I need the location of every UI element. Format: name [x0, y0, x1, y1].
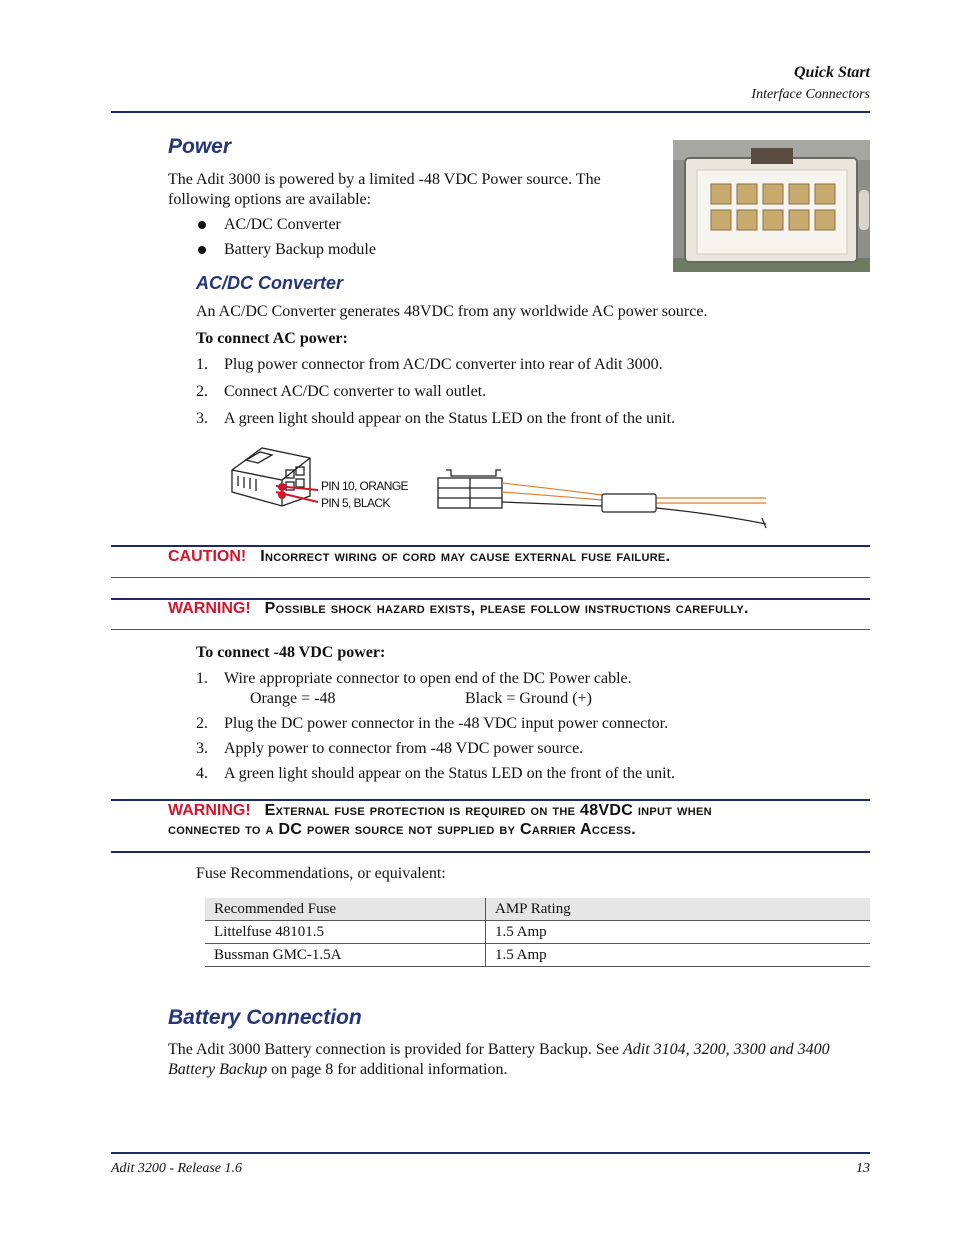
battery-heading: Battery Connection	[168, 1006, 362, 1029]
table-cell: Littelfuse 48101.5	[205, 921, 486, 944]
bullet-icon	[198, 221, 206, 229]
table-cell: Bussman GMC-1.5A	[205, 944, 486, 967]
header-cell-fuse: Recommended Fuse	[205, 898, 486, 921]
option-item	[224, 216, 341, 234]
ac-step	[196, 382, 487, 402]
wire-black: Black = Ground (+)	[465, 690, 592, 707]
ac-step	[196, 409, 676, 429]
battery-text-end: on page 8 for additional information.	[267, 1061, 508, 1078]
step-number: 2.	[196, 383, 208, 400]
ac-steps-title: To connect AC power:	[196, 330, 348, 347]
dc-step	[196, 714, 669, 734]
option-label: AC/DC Converter	[224, 216, 341, 233]
pin-label-orange: PIN 10, ORANGE	[321, 479, 408, 493]
page-number: 13	[856, 1161, 870, 1176]
dc-step	[196, 669, 632, 689]
pin-label-black: PIN 5, BLACK	[321, 496, 390, 510]
option-label: Battery Backup module	[224, 241, 376, 258]
footer-rule	[111, 1152, 870, 1154]
step-number: 1.	[196, 670, 208, 687]
acdc-heading: AC/DC Converter	[196, 273, 344, 293]
dc-step	[196, 764, 676, 784]
power-intro-line2: following options are available:	[168, 191, 372, 208]
power-intro	[168, 170, 601, 210]
step-number: 1.	[196, 356, 208, 373]
warning2-text-line2: connected to a DC power source not supplied by Carrier Access.	[168, 821, 637, 838]
fuse-table	[205, 898, 870, 967]
dc-steps-title: To connect -48 VDC power:	[196, 644, 386, 661]
footer-doc-title: Adit 3200 - Release 1.6	[111, 1161, 243, 1176]
acdc-description: An AC/DC Converter generates 48VDC from any worldwide AC power source.	[196, 303, 708, 320]
battery-paragraph	[168, 1040, 873, 1080]
table-cell: 1.5 Amp	[486, 921, 871, 944]
warning2-notice	[168, 802, 712, 839]
step-number: 3.	[196, 740, 208, 757]
step-text: A green light should appear on the Status LED on the front of the unit.	[224, 410, 676, 427]
caution-keyword: CAUTION!	[168, 548, 247, 565]
step-text: Plug power connector from AC/DC converter into rear of Adit 3000.	[224, 356, 663, 373]
table-row	[205, 921, 870, 944]
warning1-notice	[168, 600, 749, 618]
caution-text: Incorrect wiring of cord may cause external fuse failure.	[260, 548, 671, 565]
warning1-rule-bottom	[111, 629, 870, 630]
option-item	[224, 241, 376, 259]
battery-reference-link-cont[interactable]: Battery Backup	[168, 1061, 268, 1078]
power-intro-line1: The Adit 3000 is powered by a limited -48 VDC Power source. The	[168, 171, 601, 188]
step-number: 2.	[196, 715, 208, 732]
battery-reference-link[interactable]: Adit 3104, 3200, 3300 and 3400	[623, 1041, 830, 1058]
table-row	[205, 944, 870, 967]
step-text: Plug the DC power connector in the -48 VDC input power connector.	[224, 715, 669, 732]
step-number: 3.	[196, 410, 208, 427]
battery-text: The Adit 3000 Battery connection is provided for Battery Backup. See	[168, 1041, 623, 1058]
warning1-keyword: WARNING!	[168, 600, 251, 617]
wire-orange: Orange = -48	[250, 690, 336, 707]
caution-rule-bottom	[111, 577, 870, 578]
warning2-text-line1: External fuse protection is required on the 48VDC input when	[264, 802, 712, 819]
table-header-row	[205, 898, 870, 921]
caution-notice	[168, 548, 670, 566]
fuse-intro: Fuse Recommendations, or equivalent:	[196, 865, 446, 882]
warning2-rule-top	[111, 799, 870, 801]
caution-rule-top	[111, 545, 870, 547]
step-text: A green light should appear on the Status LED on the front of the unit.	[224, 765, 676, 782]
header-cell-amp: AMP Rating	[486, 898, 871, 921]
ac-step	[196, 355, 663, 375]
header-rule	[111, 111, 870, 113]
running-header-title: Quick Start	[793, 64, 870, 81]
table-cell: 1.5 Amp	[486, 944, 871, 967]
power-connector-photo	[673, 140, 870, 272]
step-text: Connect AC/DC converter to wall outlet.	[224, 383, 487, 400]
warning2-rule-bottom	[111, 851, 870, 853]
bullet-icon	[198, 246, 206, 254]
running-header-subtitle: Interface Connectors	[751, 87, 870, 102]
step-text: Wire appropriate connector to open end of the DC Power cable.	[224, 670, 632, 687]
dc-cable-diagram	[226, 440, 771, 532]
warning1-text: Possible shock hazard exists, please follow instructions carefully.	[264, 600, 749, 617]
power-heading: Power	[168, 135, 232, 158]
step-number: 4.	[196, 765, 208, 782]
step-text: Apply power to connector from -48 VDC power source.	[224, 740, 584, 757]
dc-step	[196, 739, 584, 759]
warning2-keyword: WARNING!	[168, 802, 251, 819]
